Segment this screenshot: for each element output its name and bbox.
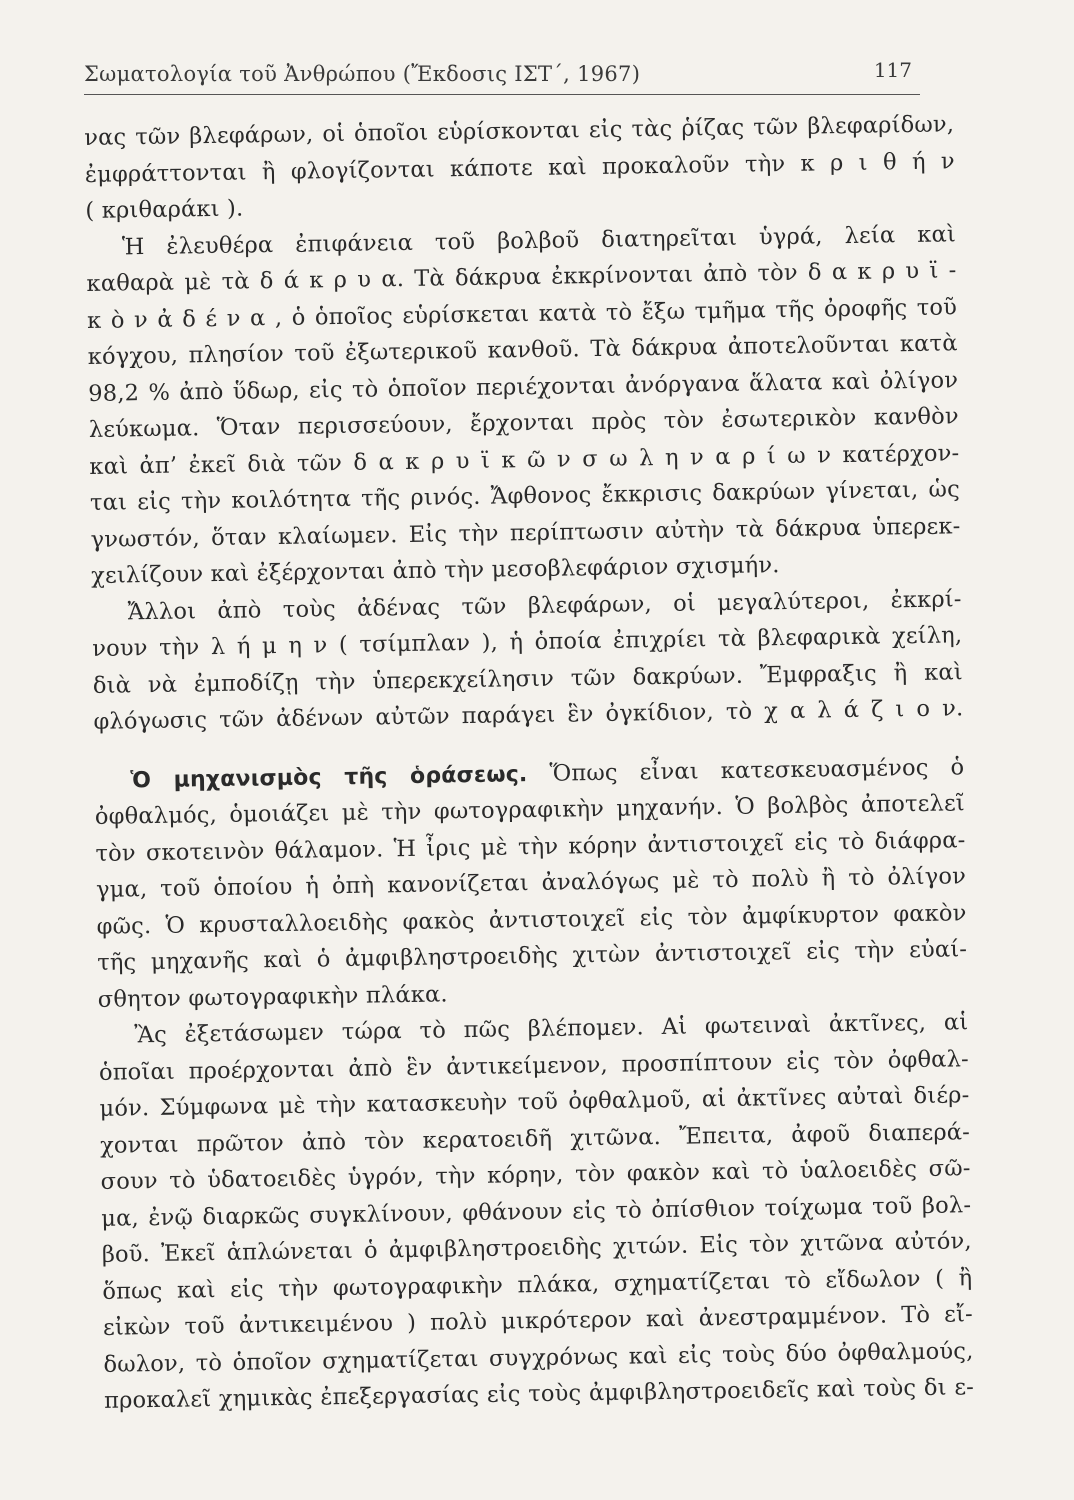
text-line: σουν τὸ ὑδατοειδὲς ὑγρόν, τὴν κόρην, τὸν φακὸν καὶ τὸ ὑαλοειδὲς σῶ- xyxy=(100,1155,971,1195)
text-line: ὀφθαλμός, ὁμοιάζει μὲ τὴν φωτογραφικὴν μηχανήν. Ὁ βολβὸς ἀποτελεῖ xyxy=(94,790,966,830)
text-line: ὁποῖαι προέρχονται ἀπὸ ἓν ἀντικείμενον, προσπίπτουν εἰς τὸν ὀφθαλ- xyxy=(98,1045,970,1086)
page-number: 117 xyxy=(873,58,912,82)
text-line: ( κριθαράκι ). xyxy=(85,195,244,224)
text-line: μα, ἐνῷ διαρκῶς συγκλίνουν, φθάνουν εἰς τὸ ὀπίσθιον τοίχωμα τοῦ βολ- xyxy=(101,1191,972,1232)
text-line: ἐμφράττονται ἢ φλογίζονται κάποτε καὶ προκαλοῦν τὴν κ ρ ι θ ή ν xyxy=(84,147,955,188)
text-line: καθαρὰ μὲ τὰ δ ά κ ρ υ α. Τὰ δάκρυα ἐκκρίνονται ἀπὸ τὸν δ α κ ρ υ ϊ - xyxy=(86,257,957,297)
text-line: ὅπως καὶ εἰς τὴν φωτογραφικὴν πλάκα, σχηματίζεται τὸ εἴδωλον ( ἢ xyxy=(102,1264,973,1305)
running-header xyxy=(84,58,920,95)
text-line: 98,2 % ἀπὸ ὕδωρ, εἰς τὸ ὁποῖον περιέχονται ἀνόργανα ἅλατα καὶ ὀλίγον xyxy=(88,366,959,407)
section-heading: Ὁ μηχανισμὸς τῆς ὁράσεως. xyxy=(130,761,528,793)
text-line: διὰ νὰ ἐμποδίζῃ τὴν ὑπερεκχείλησιν τῶν δακρύων. Ἔμφραξις ἢ καὶ xyxy=(92,658,963,699)
text-line: νουν τὴν λ ή μ η ν ( τσίμπλαν ), ἡ ὁποία ἐπιχρίει τὰ βλεφαρικὰ χείλη, xyxy=(92,622,963,662)
text-line: γνωστόν, ὅταν κλαίωμεν. Εἰς τὴν περίπτωσιν αὐτὴν τὰ δάκρυα ὑπερεκ- xyxy=(90,512,961,553)
text-line: Ἡ ἐλευθέρα ἐπιφάνεια τοῦ βολβοῦ διατηρεῖται ὑγρά, λεία καὶ xyxy=(121,220,957,260)
text-line: Ἂς ἐξετάσωμεν τώρα τὸ πῶς βλέπομεν. Αἱ φωτειναὶ ἀκτῖνες, αἱ xyxy=(134,1009,969,1049)
text-line: γμα, τοῦ ὁποίου ἡ ὀπὴ κανονίζεται ἀναλόγως μὲ τὸ πολὺ ἢ τὸ ὀλίγον xyxy=(95,863,967,903)
text-line: κ ὸ ν ἀ δ έ ν α , ὁ ὁποῖος εὑρίσκεται κατὰ τὸ ἔξω τμῆμα τῆς ὀροφῆς τοῦ xyxy=(86,293,958,334)
text-line: τὸν σκοτεινὸν θάλαμον. Ἡ ἶρις μὲ τὴν κόρην ἀντιστοιχεῖ εἰς τὸ διάφρα- xyxy=(95,826,966,867)
text-line: νας τῶν βλεφάρων, οἱ ὁποῖοι εὑρίσκονται εἰς τὰς ῥίζας τῶν βλεφαρίδων, xyxy=(84,111,955,151)
text-line: βοῦ. Ἐκεῖ ἁπλώνεται ὁ ἀμφιβληστροειδὴς χιτών. Εἰς τὸν χιτῶνα αὐτόν, xyxy=(101,1228,972,1268)
text-line: μόν. Σύμφωνα μὲ τὴν κατασκευὴν τοῦ ὀφθαλμοῦ, αἱ ἀκτῖνες αὐταὶ διέρ- xyxy=(99,1082,970,1122)
text-line: τῆς μηχανῆς καὶ ὁ ἀμφιβληστροειδὴς χιτὼν ἀντιστοιχεῖ εἰς τὴν εὐαί- xyxy=(97,936,968,976)
text-line: προκαλεῖ χημικὰς ἐπεξεργασίας εἰς τοὺς ἀμφιβληστροειδεῖς καὶ τοὺς δι ε- xyxy=(103,1374,975,1414)
text-line: φλόγωσις τῶν ἀδένων αὐτῶν παράγει ἓν ὀγκίδιον, τὸ χ α λ ά ζ ι ο ν. xyxy=(93,695,964,735)
text-line: φῶς. Ὁ κρυσταλλοειδὴς φακὸς ἀντιστοιχεῖ εἰς τὸν ἀμφίκυρτον φακὸν xyxy=(96,899,967,940)
text-line: λεύκωμα. Ὅταν περισσεύουν, ἔρχονται πρὸς τὸν ἐσωτερικὸν κανθὸν xyxy=(88,403,959,443)
text-line: καὶ ἀπ’ ἐκεῖ διὰ τῶν δ α κ ρ υ ϊ κ ῶ ν σ ω λ η ν α ρ ί ω ν κατέρχον- xyxy=(89,439,960,480)
text-line: Ἄλλοι ἀπὸ τοὺς ἀδένας τῶν βλεφάρων, οἱ μεγαλύτεροι, ἐκκρί- xyxy=(127,585,962,625)
section-first-line-text: Ὅπως εἶναι κατεσκευασμένος ὁ xyxy=(549,753,965,787)
text-line: δωλον, τὸ ὁποῖον σχηματίζεται συγχρόνως καὶ εἰς τοὺς δύο ὀφθαλμούς, xyxy=(103,1337,974,1378)
body-text xyxy=(84,106,975,1479)
running-title: Σωματολογία τοῦ Ἀνθρώπου (Ἔκδοσις ΙΣΤ΄, 1967) xyxy=(84,62,641,86)
text-line: χειλίζουν καὶ ἐξέρχονται ἀπὸ τὴν μεσοβλεφάριον σχισμήν. xyxy=(90,552,780,589)
text-line: σθητον φωτογραφικὴν πλάκα. xyxy=(97,980,448,1013)
text-line: κόγχου, πλησίον τοῦ ἐξωτερικοῦ κανθοῦ. Τὰ δάκρυα ἀποτελοῦνται κατὰ xyxy=(87,330,958,370)
text-line: ται εἰς τὴν κοιλότητα τῆς ρινός. Ἄφθονος ἔκκρισις δακρύων γίνεται, ὡς xyxy=(89,476,961,516)
text-line: εἰκὼν τοῦ ἀντικειμένου ) πολὺ μικρότερον καὶ ἀνεστραμμένον. Τὸ εἴ- xyxy=(102,1301,974,1341)
text-line: χονται πρῶτον ἀπὸ τὸν κερατοειδῆ χιτῶνα. Ἔπειτα, ἀφοῦ διαπερά- xyxy=(99,1118,971,1159)
